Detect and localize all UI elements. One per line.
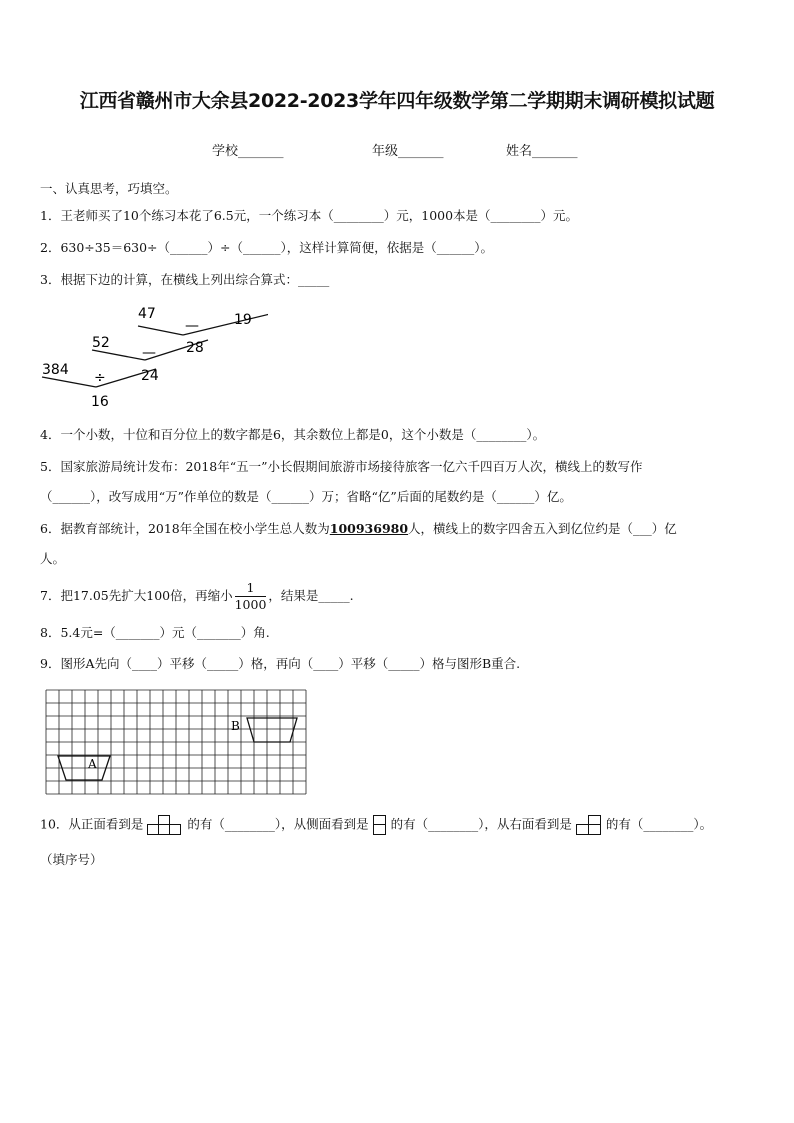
tree-number-384: 384 [42, 362, 69, 378]
translation-grid [44, 688, 310, 796]
question-1: 1．王老师买了10个练习本花了6.5元，一个练习本（________）元，1000本是（________）元。 [40, 208, 579, 223]
question-6-line1 [40, 520, 677, 538]
tree-number-47: 47 [138, 306, 156, 322]
two-stacked-squares-view-icon [373, 815, 387, 835]
tree-operator-minus: — [142, 345, 156, 361]
question-10-text: 的有（________），从右面看到是 [390, 816, 572, 832]
question-7-text: 7．把17.05先扩大100倍，再缩小 [40, 588, 233, 603]
tree-line [92, 350, 145, 360]
tree-operator-minus: — [185, 318, 199, 334]
tree-number-16: 16 [91, 394, 109, 410]
three-squares-view-icon [147, 815, 183, 835]
name-field[interactable]: 姓名_______ [506, 144, 578, 159]
question-9: 9．图形A先向（____）平移（_____）格，再向（____）平移（_____）格与图形B重合. [40, 656, 521, 671]
tree-number-24: 24 [141, 368, 159, 384]
shape-b [247, 718, 297, 742]
question-10-text: 10．从正面看到是 [40, 816, 144, 832]
tree-line [42, 377, 96, 387]
calculation-tree-diagram [38, 300, 268, 412]
tree-number-28: 28 [186, 340, 204, 356]
question-6-line2: 人。 [40, 551, 66, 566]
tree-operator-divide: ÷ [94, 370, 106, 386]
tree-line [138, 326, 183, 335]
question-4: 4．一个小数，十位和百分位上的数字都是6，其余数位上都是0，这个小数是（________）。 [40, 427, 546, 442]
tree-number-52: 52 [92, 335, 110, 351]
question-6-text: 6．据教育部统计，2018年全国在校小学生总人数为 [40, 521, 330, 536]
question-10 [40, 815, 712, 835]
question-2: 2．630÷35＝630÷（______）÷（______），这样计算简便，依据是（______）。 [40, 240, 493, 255]
shape-a-label: A [88, 757, 97, 771]
question-5-line2: （______），改写成用“万”作单位的数是（______）万；省略“亿”后面的尾数约是（______）亿。 [40, 489, 572, 504]
page-title: 江西省赣州市大余县2022-2023学年四年级数学第二学期期末调研模拟试题 [79, 90, 715, 112]
fraction-denominator: 1000 [234, 597, 267, 612]
question-6-text-end: 人，横线上的数字四舍五入到亿位约是（___）亿 [408, 521, 677, 536]
tree-number-19: 19 [234, 312, 252, 328]
question-6-number: 100936980 [329, 521, 409, 536]
question-5-line1: 5．国家旅游局统计发布：2018年“五一”小长假期间旅游市场接待旅客一亿六千四百万人次，横线上的数写作 [40, 459, 643, 474]
l-shape-view-icon [576, 815, 602, 835]
shape-b-label: B [231, 719, 240, 733]
question-7 [40, 580, 354, 613]
grade-field[interactable]: 年级_______ [372, 144, 444, 159]
section-heading: 一、认真思考，巧填空。 [40, 181, 178, 196]
question-10-note: （填序号） [40, 852, 103, 867]
question-3: 3．根据下边的计算，在横线上列出综合算式：_____ [40, 272, 330, 287]
fraction-numerator: 1 [246, 580, 255, 595]
question-10-text-end: 的有（________）。 [605, 816, 713, 832]
school-field[interactable]: 学校_______ [212, 144, 284, 159]
fraction [235, 580, 267, 613]
question-10-text: 的有（________），从侧面看到是 [187, 816, 369, 832]
question-7-text-end: ，结果是_____. [268, 588, 354, 603]
question-8: 8．5.4元=（_______）元（_______）角. [40, 625, 270, 640]
